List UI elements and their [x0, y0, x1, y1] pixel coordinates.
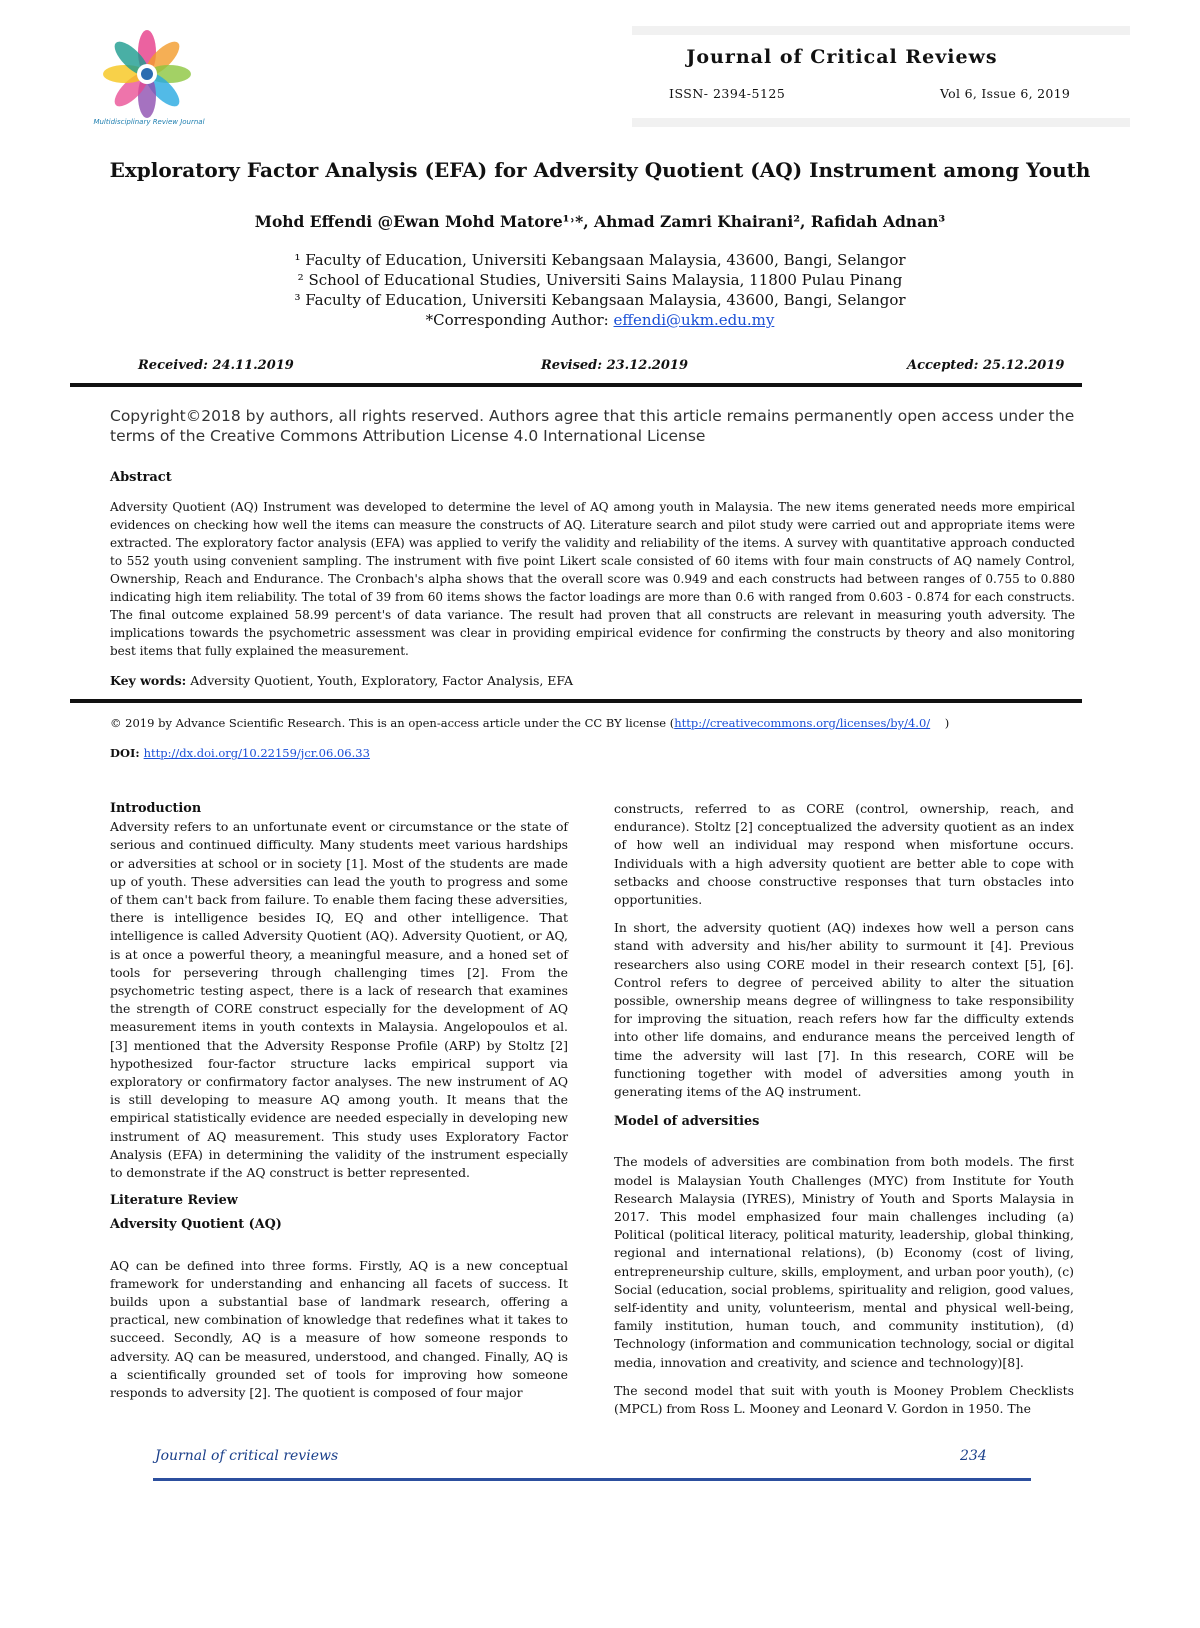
revised-date: Revised: 23.12.2019	[541, 358, 688, 373]
license-link[interactable]: http://creativecommons.org/licenses/by/4.0/	[674, 716, 931, 730]
model-of-adversities-heading: Model of adversities	[614, 1114, 760, 1130]
doi-link[interactable]: http://dx.doi.org/10.22159/jcr.06.06.33	[143, 746, 370, 760]
adversity-quotient-paragraph: AQ can be defined into three forms. Firstly, AQ is a new conceptual framework for understanding and enhancing all facets of success. It builds upon a substantial base of landmark research, offering a practical, new combination of knowledge that redefines what it takes to succeed. Secondly, AQ is a measure of how someone responds to adversity. AQ can be measured, understood, and changed. Finally, AQ is a scientifically grounded set of tools for improving how someone responds to adversity [2]. The quotient is composed of four major	[110, 1257, 568, 1401]
author-list: Mohd Effendi @Ewan Mohd Matore¹˒*, Ahmad Zamri Khairani², Rafidah Adnan³	[254, 212, 946, 231]
keywords	[110, 673, 1075, 688]
license-line	[110, 716, 949, 730]
model-paragraph-2: The second model that suit with youth is Mooney Problem Checklists (MPCL) from Ross L. Mooney and Leonard V. Gordon in 1950. The	[614, 1382, 1074, 1417]
adversity-quotient-heading: Adversity Quotient (AQ)	[110, 1217, 282, 1233]
corresponding-label: *Corresponding Author:	[425, 311, 614, 329]
affiliation-3: ³ Faculty of Education, Universiti Kebangsaan Malaysia, 43600, Bangi, Selangor	[294, 291, 906, 309]
left-column	[110, 800, 568, 1412]
logo-caption: Multidisciplinary Review Journal	[93, 118, 205, 126]
divider-middle	[70, 699, 1082, 703]
divider-top	[70, 383, 1082, 387]
volume-issue: Vol 6, Issue 6, 2019	[940, 86, 1071, 101]
introduction-paragraph: Adversity refers to an unfortunate event or circumstance or the state of serious and continued difficulty. Many students meet various hardships or adversities at school or in society [1]. Most of the students are made up of youth. These adversities can lead the youth to progress and some of them can't back from failure. To enable them facing these adversities, there is intelligence besides IQ, EQ and other intelligence. That intelligence is called Adversity Quotient (AQ). Adversity Quotient, or AQ, is at once a powerful theory, a meaningful measure, and a honed set of tools for persevering through challenging times [2]. From the psychometric testing aspect, there is a lack of research that examines the strength of CORE construct especially for the development of AQ measurement items in youth contexts in Malaysia. Angelopoulos et al. [3] mentioned that the Adversity Response Profile (ARP) by Stoltz [2] hypothesized four-factor structure lacks empirical support via exploratory or confirmatory factor analyses. The new instrument of AQ is still developing to measure AQ among youth. It means that the empirical statistically evidence are needed especially in developing new instrument of AQ measurement. This study uses Exploratory Factor Analysis (EFA) in determining the validity of the instrument especially to demonstrate if the AQ construct is better represented.	[110, 819, 568, 1181]
journal-name: Journal of Critical Reviews	[686, 46, 998, 68]
footer-rule	[153, 1478, 1031, 1481]
copyright-notice: Copyright©2018 by authors, all rights reserved. Authors agree that this article remains permanently open access under the terms of the Creative Commons Attribution License 4.0 International License	[110, 407, 1075, 445]
introduction-heading: Introduction	[110, 801, 202, 816]
core-paragraph: constructs, referred to as CORE (control, ownership, reach, and endurance). Stoltz [2] conceptualized the adversity quotient as an index of how well an individual may respond when misfortune occurs. Individuals with a high adversity quotient are better able to cope with setbacks and choose constructive responses that turn obstacles into opportunities.	[614, 801, 1074, 908]
keywords-list: Adversity Quotient, Youth, Exploratory, Factor Analysis, EFA	[186, 673, 574, 688]
affiliation-2: ² School of Educational Studies, Universiti Sains Malaysia, 11800 Pulau Pinang	[297, 271, 903, 289]
journal-logo	[92, 22, 202, 132]
abstract-heading: Abstract	[110, 470, 172, 485]
header-band-top	[632, 26, 1130, 35]
received-date: Received: 24.11.2019	[138, 358, 294, 373]
article-title: Exploratory Factor Analysis (EFA) for Adversity Quotient (AQ) Instrument among Youth	[109, 158, 1091, 182]
page-number: 234	[960, 1448, 987, 1464]
corresponding-email-link[interactable]: effendi@ukm.edu.my	[613, 311, 775, 329]
model-paragraph-1: The models of adversities are combination from both models. The first model is Malaysian Youth Challenges (MYC) from Institute for Youth Research Malaysia (IYRES), Ministry of Youth and Sports Malaysia in 2017. This model emphasized four main challenges including (a) Political (political literacy, political maturity, leadership, global thinking, regional and international relations), (b) Economy (cost of living, entrepreneurship culture, skills, employment, and urban poor youth), (c) Social (education, social problems, spirituality and religion, good values, self-identity and unity, volunteerism, mental and physical well-being, family institution, human touch, and community institution), (d) Technology (information and communication technology, social or digital media, innovation and creativity, and science and technology)[8].	[614, 1154, 1074, 1370]
header-band-bottom	[632, 118, 1130, 127]
footer-journal-name: Journal of critical reviews	[155, 1448, 339, 1464]
literature-review-heading: Literature Review	[110, 1193, 238, 1209]
license-close: )	[944, 716, 950, 730]
affiliation-1: ¹ Faculty of Education, Universiti Kebangsaan Malaysia, 43600, Bangi, Selangor	[294, 251, 906, 269]
issn: ISSN- 2394-5125	[669, 86, 786, 101]
right-column	[614, 800, 1074, 1428]
doi-line	[110, 746, 370, 760]
keywords-label: Key words:	[110, 673, 187, 688]
accepted-date: Accepted: 25.12.2019	[907, 358, 1065, 373]
license-text: © 2019 by Advance Scientific Research. This is an open-access article under the CC BY license (	[110, 716, 675, 730]
core-definition-paragraph: In short, the adversity quotient (AQ) indexes how well a person cans stand with adversity and his/her ability to surmount it [4]. Previous researchers also using CORE model in their research context [5], [6]. Control refers to degree of perceived ability to alter the situation possible, ownership means degree of willingness to take responsibility for improving the situation, reach refers how far the difficulty extends into other life domains, and endurance means the perceived length of time the adversity will last [7]. In this research, CORE will be functioning together with model of adversities among youth in generating items of the AQ instrument.	[614, 920, 1074, 1100]
corresponding-author	[60, 311, 1140, 329]
doi-label: DOI:	[110, 746, 144, 760]
abstract-text: Adversity Quotient (AQ) Instrument was developed to determine the level of AQ among youth in Malaysia. The new items generated needs more empirical evidences on checking how well the items can measure the constructs of AQ. Literature search and pilot study were carried out and appropriate items were extracted. The exploratory factor analysis (EFA) was applied to verify the validity and reliability of the items. A survey with quantitative approach conducted to 552 youth using convenient sampling. The instrument with five point Likert scale consisted of 60 items with four main constructs of AQ namely Control, Ownership, Reach and Endurance. The Cronbach's alpha shows that the overall score was 0.949 and each constructs had between ranges of 0.755 to 0.880 indicating high item reliability. The total of 39 from 60 items shows the factor loadings are more than 0.6 with ranged from 0.603 - 0.874 for each constructs. The final outcome explained 58.99 percent's of data variance. The result had proven that all constructs are relevant in measuring youth adversity. The implications towards the psychometric assessment was clear in providing empirical evidence for confirming the constructs by theory and also monitoring best items that fully explained the measurement.	[110, 500, 1075, 658]
